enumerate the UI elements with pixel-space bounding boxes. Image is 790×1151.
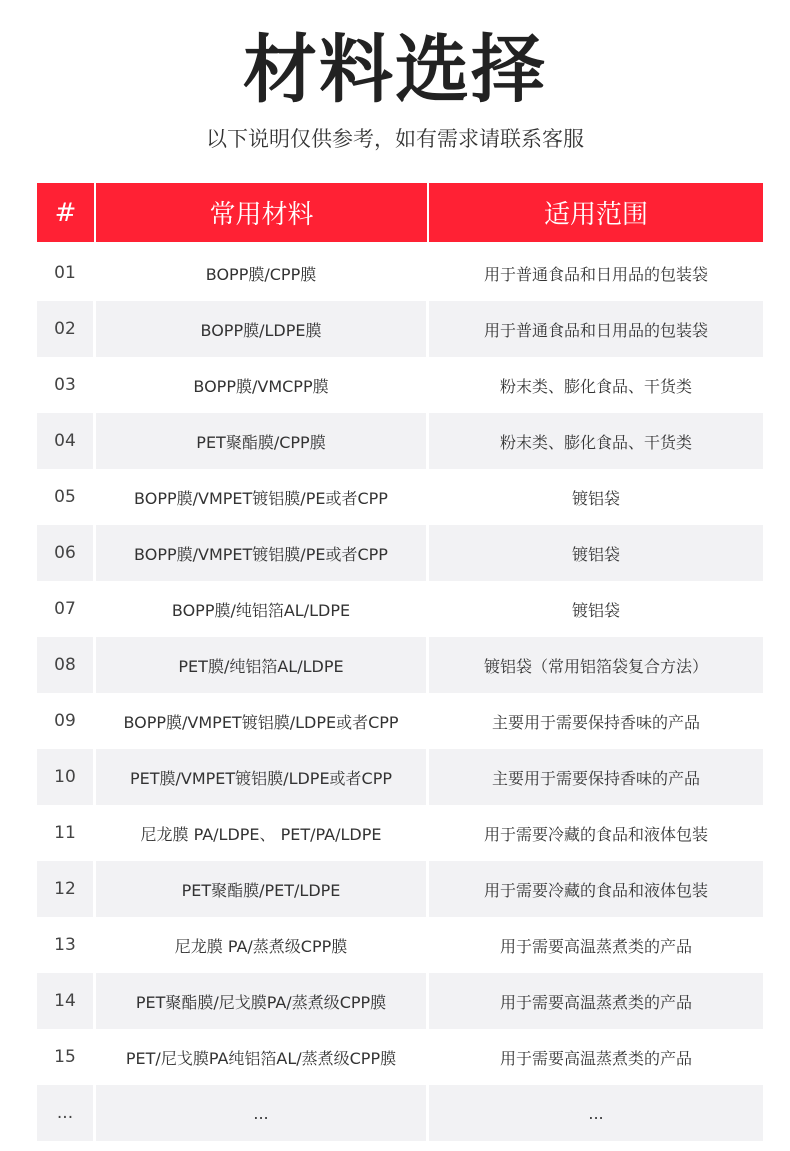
table-row (37, 693, 763, 749)
row-number: 14 (37, 973, 96, 1029)
header-material: 常用材料 (96, 183, 429, 242)
row-usage: 用于需要高温蒸煮类的产品 (499, 936, 692, 956)
row-usage: 用于需要冷藏的食品和液体包装 (483, 824, 708, 844)
row-number: 10 (37, 749, 96, 805)
row-usage: 用于需要高温蒸煮类的产品 (499, 1048, 692, 1068)
row-usage: 镀铝袋（常用铝箔袋复合方法） (429, 637, 763, 693)
table-header (37, 183, 763, 242)
row-material: BOPP膜/CPP膜 (96, 245, 429, 301)
row-material: BOPP膜/VMPET镀铝膜/LDPE或者CPP (96, 693, 429, 749)
table-row (37, 413, 763, 469)
table-row (37, 637, 763, 693)
row-material: BOPP膜/VMCPP膜 (96, 357, 429, 413)
row-material: BOPP膜/纯铝箔AL/LDPE (96, 581, 429, 637)
row-material: PET聚酯膜/尼戈膜PA/蒸煮级CPP膜 (96, 973, 429, 1029)
table-row (37, 469, 763, 525)
row-usage: 粉末类、膨化食品、干货类 (429, 413, 763, 469)
row-usage: ... (429, 1085, 763, 1141)
row-material: PET聚酯膜/CPP膜 (96, 413, 429, 469)
row-number: 04 (37, 413, 96, 469)
header-number: # (37, 183, 96, 242)
row-material: BOPP膜/LDPE膜 (96, 301, 429, 357)
table-row (37, 917, 763, 973)
row-number: 07 (37, 581, 96, 637)
table-row (37, 525, 763, 581)
row-material: BOPP膜/VMPET镀铝膜/PE或者CPP (96, 525, 429, 581)
row-usage: 粉末类、膨化食品、干货类 (499, 376, 692, 396)
row-usage: 主要用于需要保持香味的产品 (429, 749, 763, 805)
table-row (37, 1085, 763, 1141)
row-material: ... (96, 1085, 429, 1141)
table-row (37, 581, 763, 637)
row-usage: 镀铝袋 (571, 600, 620, 620)
row-number: 06 (37, 525, 96, 581)
table-row (37, 245, 763, 301)
row-material: PET/尼戈膜PA纯铝箔AL/蒸煮级CPP膜 (96, 1029, 429, 1085)
row-usage: 镀铝袋 (571, 488, 620, 508)
page-subtitle: 以下说明仅供参考，如有需求请联系客服 (206, 127, 584, 151)
table-row (37, 301, 763, 357)
row-material: 尼龙膜 PA/蒸煮级CPP膜 (96, 917, 429, 973)
row-usage: 镀铝袋 (429, 525, 763, 581)
row-number: 03 (37, 357, 96, 413)
row-material: PET聚酯膜/PET/LDPE (96, 861, 429, 917)
row-number: 09 (37, 693, 96, 749)
table-row (37, 805, 763, 861)
materials-table (37, 183, 763, 1141)
row-usage: 用于普通食品和日用品的包装袋 (429, 301, 763, 357)
table-row (37, 973, 763, 1029)
row-usage: 用于需要高温蒸煮类的产品 (429, 973, 763, 1029)
row-usage: 用于普通食品和日用品的包装袋 (483, 264, 708, 284)
row-usage: 用于需要冷藏的食品和液体包装 (429, 861, 763, 917)
table-row (37, 749, 763, 805)
row-number: 13 (37, 917, 96, 973)
row-number: ... (37, 1085, 96, 1141)
page-title: 材料选择 (243, 27, 547, 113)
table-row (37, 1029, 763, 1085)
table-row (37, 357, 763, 413)
row-number: 01 (37, 245, 96, 301)
header-usage: 适用范围 (543, 200, 648, 230)
row-number: 12 (37, 861, 96, 917)
row-number: 11 (37, 805, 96, 861)
row-number: 08 (37, 637, 96, 693)
table-row (37, 861, 763, 917)
row-usage: 主要用于需要保持香味的产品 (491, 712, 700, 732)
row-number: 15 (37, 1029, 96, 1085)
row-material: PET膜/纯铝箔AL/LDPE (96, 637, 429, 693)
row-material: BOPP膜/VMPET镀铝膜/PE或者CPP (96, 469, 429, 525)
row-material: 尼龙膜 PA/LDPE、 PET/PA/LDPE (96, 805, 429, 861)
row-number: 05 (37, 469, 96, 525)
row-number: 02 (37, 301, 96, 357)
row-material: PET膜/VMPET镀铝膜/LDPE或者CPP (96, 749, 429, 805)
